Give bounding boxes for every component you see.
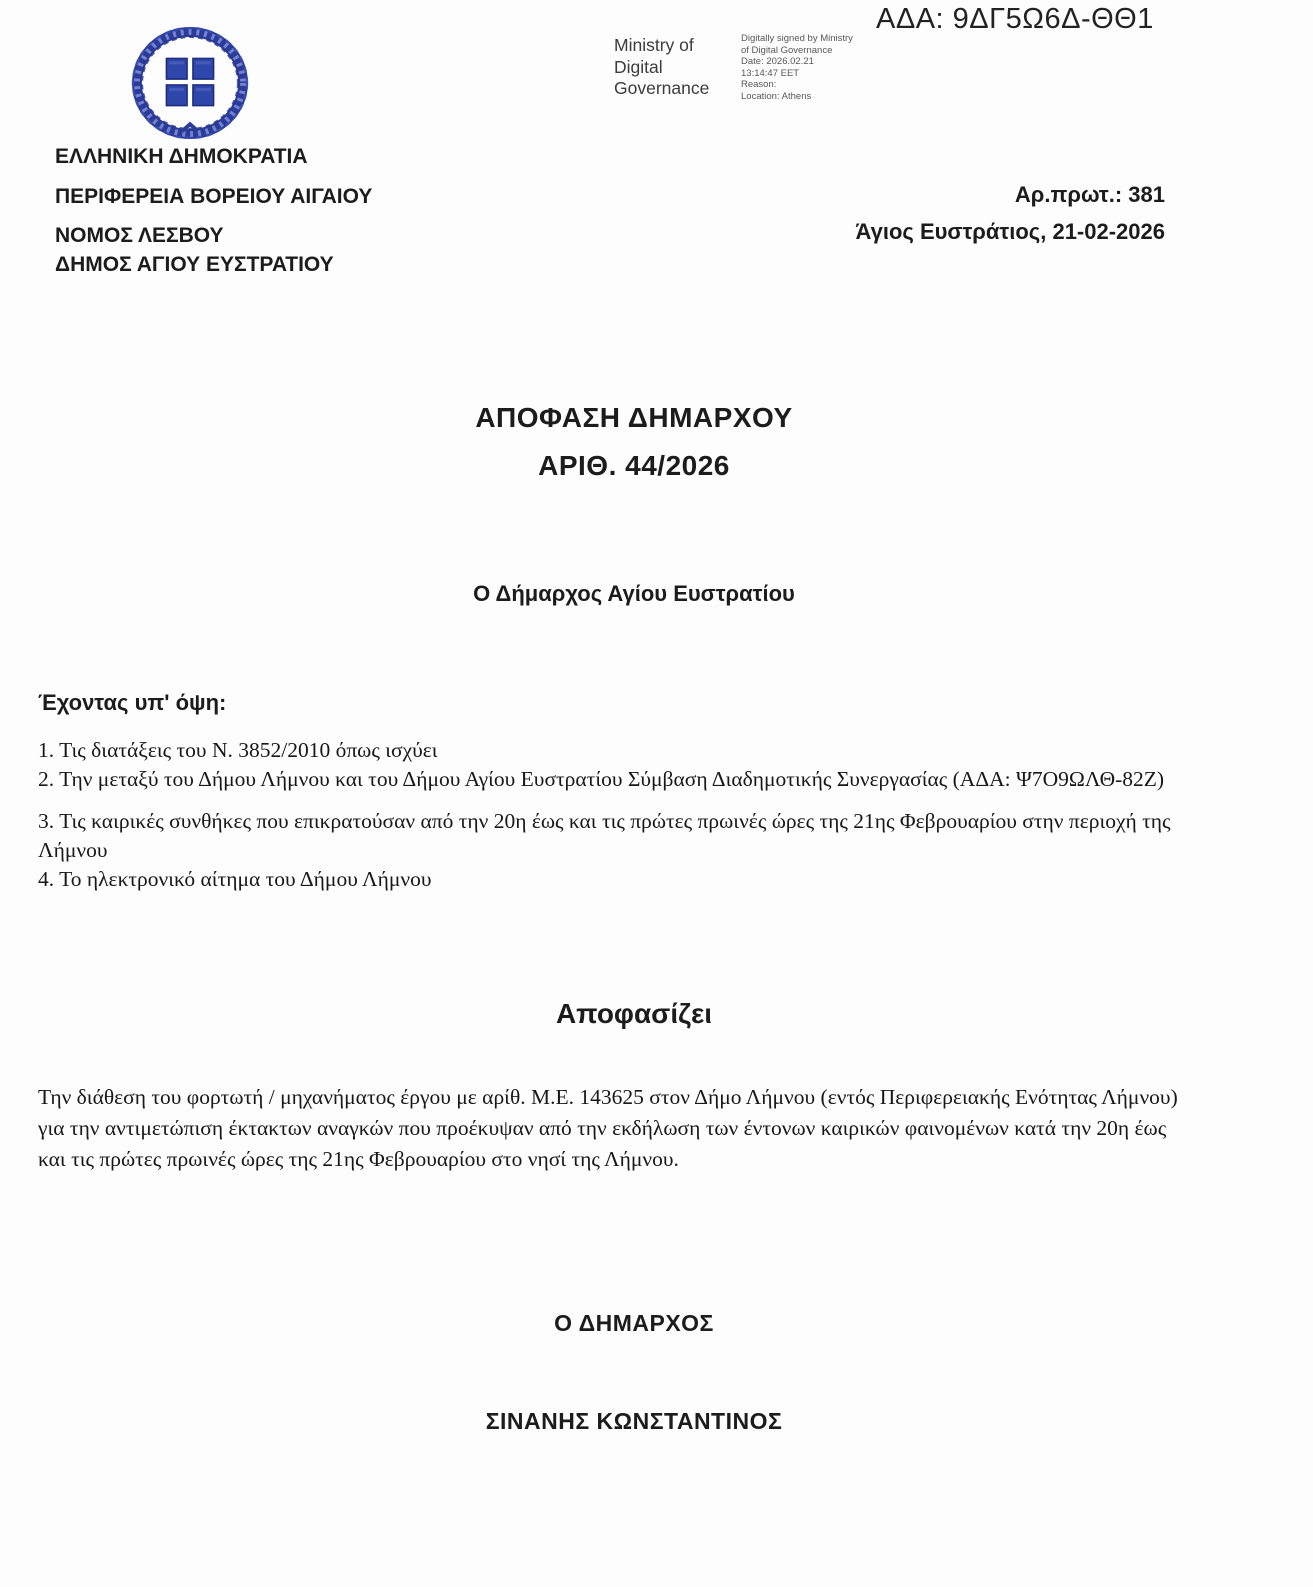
ada-number: ΑΔΑ: 9ΔΓ5Ω6Δ-ΘΘ1 — [876, 3, 1154, 35]
decision-title: ΑΠΟΦΑΣΗ ΔΗΜΑΡΧΟΥ — [475, 402, 793, 433]
org-republic: ΕΛΛΗΝΙΚΗ ΔΗΜΟΚΡΑΤΙΑ — [55, 145, 308, 168]
signature-line-2: of Digital Governance — [741, 44, 833, 56]
ministry-line-2: Digital — [614, 56, 663, 77]
ministry-line-1: Ministry of — [614, 35, 694, 55]
considerations-list — [38, 736, 1188, 894]
consideration-item: 1. Τις διατάξεις του Ν. 3852/2010 όπως ισχύει — [38, 738, 438, 762]
decision-text: Την διάθεση του φορτωτή / μηχανήματος έργου με αρίθ. Μ.Ε. 143625 στον Δήμο Λήμνου (εντός Περιφερειακής Ενότητας Λήμνου) για την αντιμετώπιση έκτακτων αναγκών που προέκυψαν από την εκδήλωση των έντονων καιρικών φαινομένων κατά την 20η έως και τις πρώτες πρωινές ώρες της 21ης Φεβρουαρίου στο νησί της Λήμνου. — [38, 1085, 1178, 1171]
consideration-item: 3. Τις καιρικές συνθήκες που επικρατούσαν από την 20η έως και τις πρώτες πρωινές ώρες της 21ης Φεβρουαρίου στην περιοχή της Λήμνου — [38, 809, 1171, 862]
having-regard-heading: Έχοντας υπ' όψη: — [38, 690, 227, 715]
signatory-name: ΣΙΝΑΝΗΣ ΚΩΝΣΤΑΝΤΙΝΟΣ — [485, 1408, 783, 1434]
greek-coat-of-arms-icon — [131, 27, 249, 139]
protocol-number: Αρ.πρωτ.: 381 — [1014, 182, 1165, 207]
ministry-line-3: Governance — [614, 78, 710, 98]
digital-signature-block — [741, 33, 853, 103]
ministry-label — [614, 35, 709, 100]
signature-line-3: Date: 2026.02.21 — [741, 56, 814, 68]
signatory-role: Ο ΔΗΜΑΡΧΟΣ — [554, 1310, 714, 1336]
issuing-authority-block — [55, 145, 372, 276]
signature-line-1: Digitally signed by Ministry — [741, 33, 853, 44]
mayor-subtitle: Ο Δήμαρχος Αγίου Ευστρατίου — [473, 581, 795, 606]
signature-line-4: 13:14:47 EET — [741, 67, 800, 79]
signature-line-5: Reason: — [741, 79, 777, 91]
place-and-date: Άγιος Ευστράτιος, 21-02-2026 — [855, 219, 1165, 244]
signature-line-6: Location: Athens — [741, 90, 812, 102]
org-municipality: ΔΗΜΟΣ ΑΓΙΟΥ ΕΥΣΤΡΑΤΙΟΥ — [55, 253, 334, 276]
consideration-item: 2. Την μεταξύ του Δήμου Λήμνου και του Δήμου Αγίου Ευστρατίου Σύμβαση Διαδημοτικής Συνεργασίας (ΑΔΑ: Ψ7Ο9ΩΛΘ-82Ζ) — [38, 767, 1165, 791]
decision-number: ΑΡΙΘ. 44/2026 — [538, 450, 730, 481]
org-region: ΠΕΡΙΦΕΡΕΙΑ ΒΟΡΕΙΟΥ ΑΙΓΑΙΟΥ — [55, 185, 373, 208]
decides-heading: Αποφασίζει — [555, 998, 713, 1029]
org-prefecture: ΝΟΜΟΣ ΛΕΣΒΟΥ — [55, 224, 224, 247]
protocol-meta-block — [856, 183, 1165, 244]
consideration-item: 4. Το ηλεκτρονικό αίτημα του Δήμου Λήμνου — [38, 867, 432, 891]
